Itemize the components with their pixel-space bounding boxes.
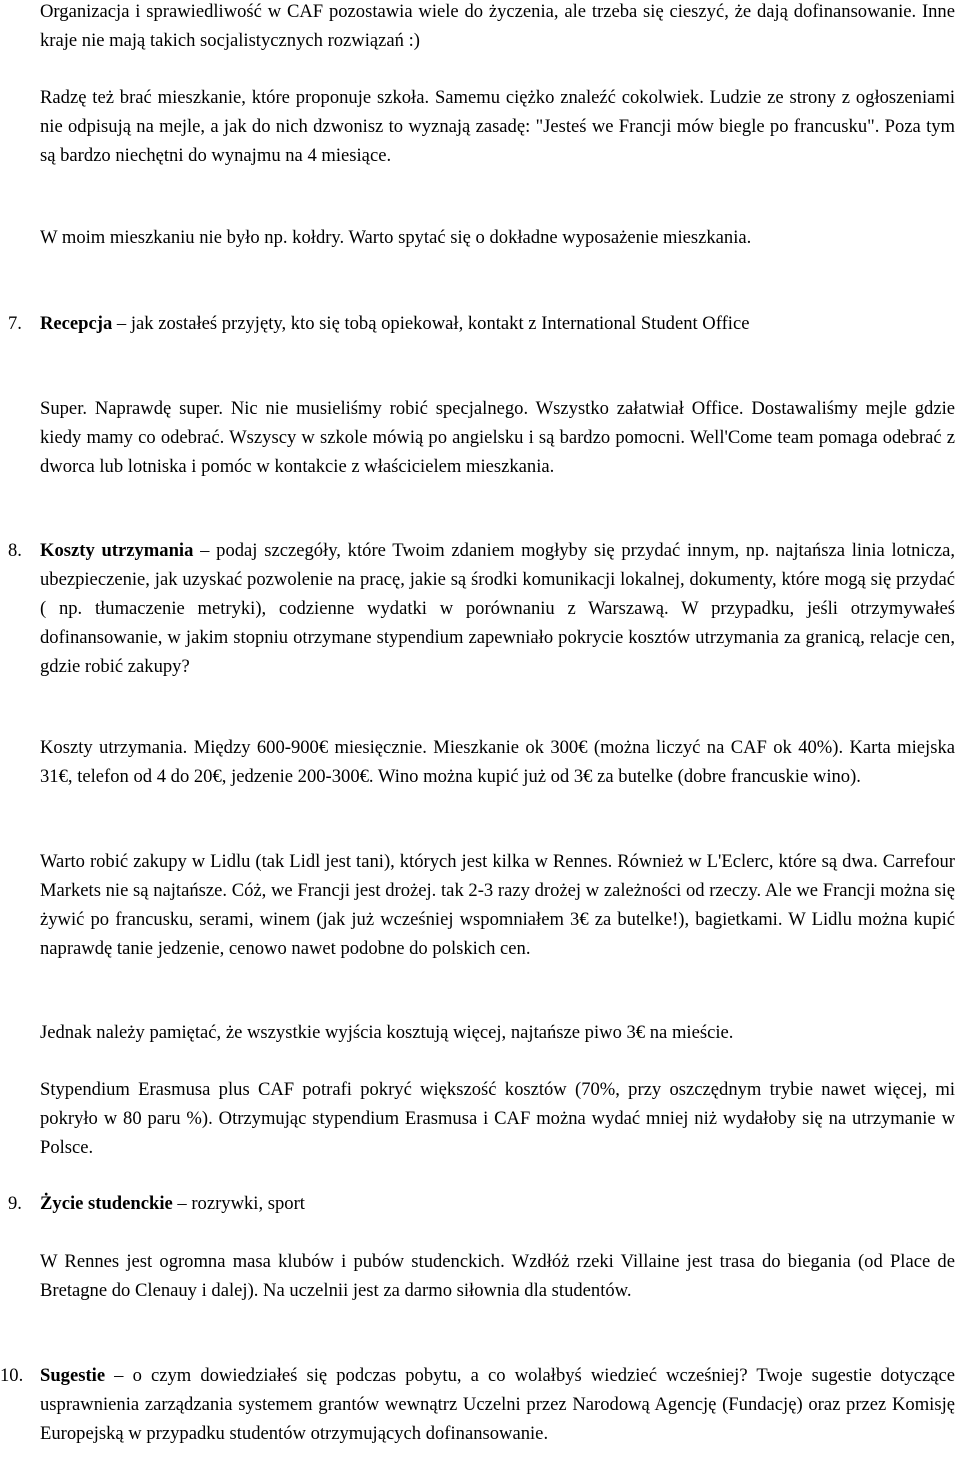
- section-heading: Sugestie: [40, 1365, 106, 1386]
- intro-paragraph-caf: Organizacja i sprawiedliwość w CAF pozostawia wiele do życzenia, ale trzeba się cieszyć, że dają dofinansowanie. Inne kraje nie mają takich socjalistycznych rozwiązań :): [40, 1, 955, 51]
- section-question: – rozrywki, sport: [172, 1193, 305, 1214]
- section-8-answer-scholarship: Stypendium Erasmusa plus CAF potrafi pokryć większość kosztów (70%, przy oszczędnym trybie nawet więcej, mi pokryło w 80 paru %). Otrzymując stypendium Erasmusa i CAF można wydać mniej niż wydałoby się na utrzymanie w Polsce.: [40, 1079, 955, 1158]
- section-question: – podaj szczegóły, które Twoim zdaniem mogłyby się przydać innym, np. najtańsza linia lotnicza, ubezpieczenie, jak uzyskać pozwolenie na pracę, jakie są środki komunikacji lokalnej, dokumenty, które mogą się przydać ( np. tłumaczenie metryki), codzienne wydatki w porównaniu z Warszawą. W przypadku, jeśli otrzymywałeś dofinansowanie, w jakim stopniu otrzymane stypendium zapewniało pokrycie kosztów utrzymania za granicą, relacje cen, gdzie robić zakupy?: [40, 540, 956, 677]
- section-number: 9.: [8, 1193, 22, 1214]
- section-8-answer-nightlife: Jednak należy pamiętać, że wszystkie wyjścia kosztują więcej, najtańsze piwo 3€ na mieście.: [40, 1022, 734, 1043]
- section-question: – o czym dowiedziałeś się podczas pobytu, a co wolałbyś wiedzieć wcześniej? Twoje sugestie dotyczące usprawnienia zarządzania systemem grantów wewnątrz Uczelni przez Narodową Agencję (Fundację) oraz przez Komisję Europejską w przypadku studentów otrzymujących dofinansowanie.: [40, 1365, 955, 1444]
- intro-paragraph-housing: Radzę też brać mieszkanie, które proponuje szkoła. Samemu ciężko znaleźć cokolwiek. Ludzie ze strony z ogłoszeniami nie odpisują na mejle, a jak do nich dzwonisz to wyznają zasadę: "Jesteś we Francji mów biegle po francusku". Poza tym są bardzo niechętni do wynajmu na 4 miesiące.: [40, 87, 955, 166]
- section-heading: Koszty utrzymania: [40, 540, 194, 561]
- section-8-answer-costs: Koszty utrzymania. Między 600-900€ miesięcznie. Mieszkanie ok 300€ (można liczyć na CAF ok 40%). Karta miejska 31€, telefon od 4 do 20€, jedzenie 200-300€. Wino można kupić już od 3€ za butelke (dobre francuskie wino).: [40, 737, 955, 787]
- section-7-answer: Super. Naprawdę super. Nic nie musieliśmy robić specjalnego. Wszystko załatwiał Office. Dostawaliśmy mejle gdzie kiedy mamy co odebrać. Wszyscy w szkole mówią po angielsku i są bardzo pomocni. Well'Come team pomaga odebrać z dworca lub lotniska i pomóc w kontakcie z właścicielem mieszkania.: [40, 398, 955, 477]
- section-question-text: [40, 1190, 955, 1219]
- section-number: 10.: [0, 1365, 24, 1386]
- section-question-text: [40, 537, 955, 682]
- intro-paragraph-equipment: W moim mieszkaniu nie było np. kołdry. Warto spytać się o dokładne wyposażenie mieszkania.: [40, 227, 752, 248]
- section-number: 7.: [8, 313, 22, 334]
- section-heading: Życie studenckie: [40, 1193, 173, 1214]
- section-question: – jak zostałeś przyjęty, kto się tobą opiekował, kontakt z International Student Office: [112, 313, 750, 334]
- section-number: 8.: [8, 540, 22, 561]
- section-heading: Recepcja: [40, 313, 113, 334]
- section-question-text: [40, 310, 955, 339]
- section-9-answer: W Rennes jest ogromna masa klubów i pubów studenckich. Wzdłóż rzeki Villaine jest trasa do biegania (od Place de Bretagne do Clenauy i dalej). Na uczelnii jest za darmo siłownia dla studentów.: [40, 1251, 955, 1301]
- section-8-answer-shopping: Warto robić zakupy w Lidlu (tak Lidl jest tani), których jest kilka w Rennes. Również w L'Eclerc, które są dwa. Carrefour Markets nie są najtańsze. Cóż, we Francji jest drożej. tak 2-3 razy drożej w zależności od rzeczy. Ale we Francji można się żywić po francusku, serami, winem (jak już wcześniej wspomniałem 3€ za butelke!), bagietkami. W Lidlu można kupić naprawdę tanie jedzenie, cenowo nawet podobne do polskich cen.: [40, 851, 955, 959]
- section-question-text: [40, 1362, 955, 1449]
